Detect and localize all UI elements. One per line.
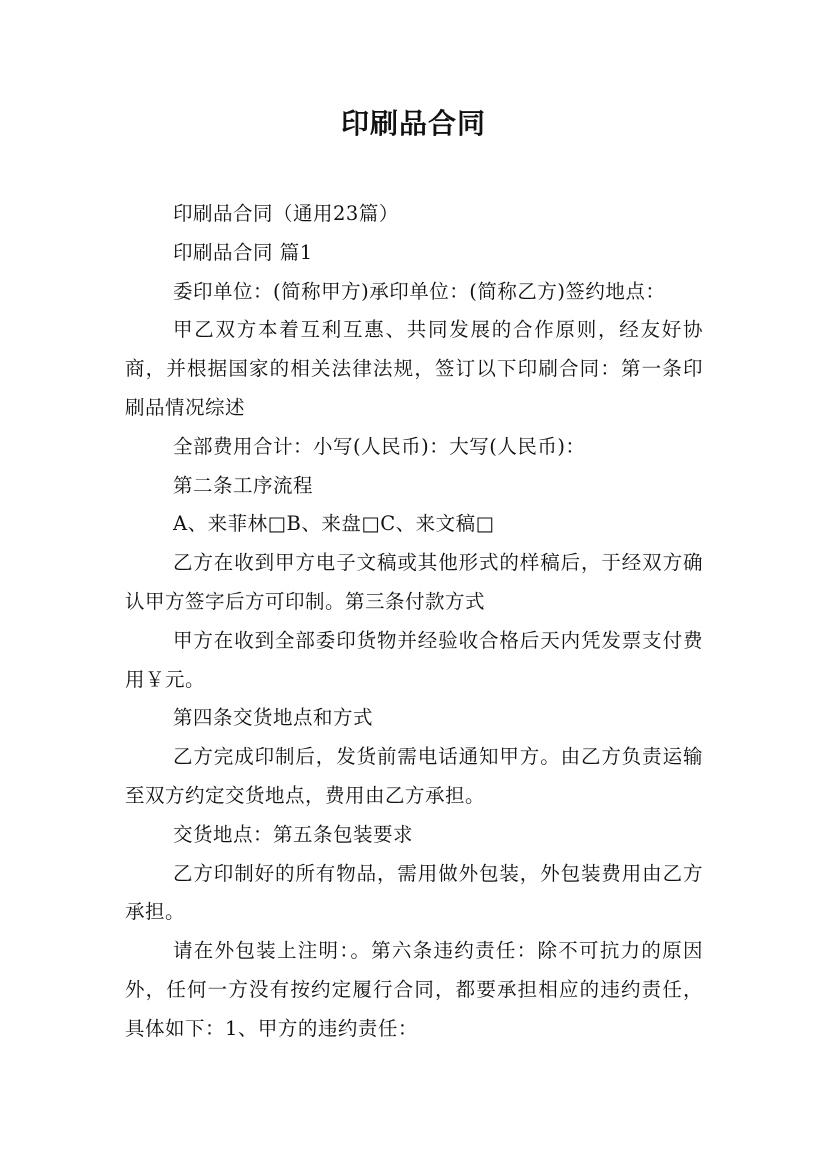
paragraph-parties: 委印单位：(简称甲方)承印单位：(简称乙方)签约地点： xyxy=(173,279,666,303)
paragraph-payment: 甲方在收到全部委印货物并经验收合格后天内凭发票支付费用￥元。 xyxy=(125,628,703,691)
paragraph-liability: 请在外包装上注明：。第六条违约责任：除不可抗力的原因外，任何一方没有按约定履行合同，都要承担相应的违约责任，具体如下：1、甲方的违约责任： xyxy=(125,939,703,1040)
paragraph-delivery-place: 交货地点：第五条包装要求 xyxy=(173,822,414,846)
paragraph-article-heading: 印刷品合同 篇1 xyxy=(173,240,313,264)
paragraph-subtitle: 印刷品合同（通用23篇） xyxy=(173,202,399,225)
document-title: 印刷品合同 xyxy=(340,107,486,140)
paragraph-article-4: 第四条交货地点和方式 xyxy=(173,706,374,730)
paragraph-delivery: 乙方完成印制后，发货前需电话通知甲方。由乙方负责运输至双方约定交货地点，费用由乙方承担。 xyxy=(125,745,703,807)
paragraph-article-2: 第二条工序流程 xyxy=(173,473,314,497)
paragraph-preamble: 甲乙双方本着互利互惠、共同发展的合作原则，经友好协商，并根据国家的相关法律法规，签订以下印刷合同：第一条印刷品情况综述 xyxy=(125,318,703,419)
paragraph-proof: 乙方在收到甲方电子文稿或其他形式的样稿后，于经双方确认甲方签字后方可印制。第三条付款方式 xyxy=(125,551,703,613)
paragraph-total-cost: 全部费用合计：小写(人民币)：大写(人民币)： xyxy=(173,434,586,458)
paragraph-options: A、来菲林□B、来盘□C、来文稿□ xyxy=(173,512,495,536)
document-body xyxy=(125,195,703,1049)
paragraph-packaging: 乙方印制好的所有物品，需用做外包装，外包装费用由乙方承担。 xyxy=(125,861,703,924)
